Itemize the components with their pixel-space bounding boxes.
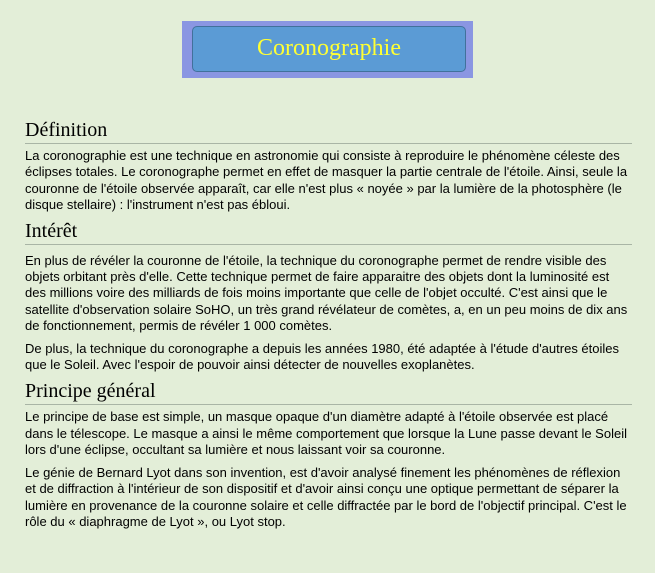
article-content <box>25 118 632 530</box>
section-paragraph: La coronographie est une technique en astronomie qui consiste à reproduire le phénomène céleste des éclipses totales. Le coronographe permet en effet de masquer la partie centrale de l'étoile. Ainsi, seule la couronne de l'étoile observée apparaît, car elle n'est plus « noyée » par la lumière de la photosphère (le disque stellaire) : l'instrument n'est pas ébloui. <box>25 148 628 213</box>
section-heading-interet: Intérêt <box>25 219 632 245</box>
page-title-box <box>192 26 466 72</box>
section-interet <box>25 219 632 374</box>
section-paragraph: Le principe de base est simple, un masque opaque d'un diamètre adapté à l'étoile observée est placé dans le télescope. Le masque a ainsi le même comportement que lorsque la Lune passe devant le Soleil lors d'une éclipse, occultant sa lumière et nous laissant voir sa couronne. <box>25 409 627 458</box>
section-paragraph: De plus, la technique du coronographe a depuis les années 1980, été adaptée à l'étude d'autres étoiles que le Soleil. Avec l'espoir de pouvoir ainsi détecter de nouvelles exoplanètes. <box>25 340 620 373</box>
page-title: Coronographie <box>257 34 401 61</box>
section-heading-principe: Principe général <box>25 379 632 405</box>
section-principe <box>25 379 632 530</box>
page-title-banner <box>182 21 473 78</box>
section-paragraph: En plus de révéler la couronne de l'étoile, la technique du coronographe permet de rendre visible des objets orbitant près d'elle. Cette technique permet de faire apparaitre des objets dont la luminosité est des millions voire des milliards de fois moins importante que celle de l'objet occulté. C'est ainsi que le satellite d'observation solaire SoHO, un très grand révélateur de comètes, a, en un peu moins de dix ans de fonctionnement, permis de révéler 1 000 comètes. <box>25 252 628 334</box>
section-definition <box>25 118 632 214</box>
section-paragraph: Le génie de Bernard Lyot dans son invention, est d'avoir analysé finement les phénomènes de réflexion et de diffraction à l'intérieur de son dispositif et d'avoir ainsi conçu une optique permettant de séparer la lumière en provenance de la couronne solaire et celle diffractée par le bord de l'objectif principal. C'est le rôle du « diaphragme de Lyot », ou Lyot stop. <box>25 464 627 529</box>
section-heading-definition: Définition <box>25 118 632 144</box>
